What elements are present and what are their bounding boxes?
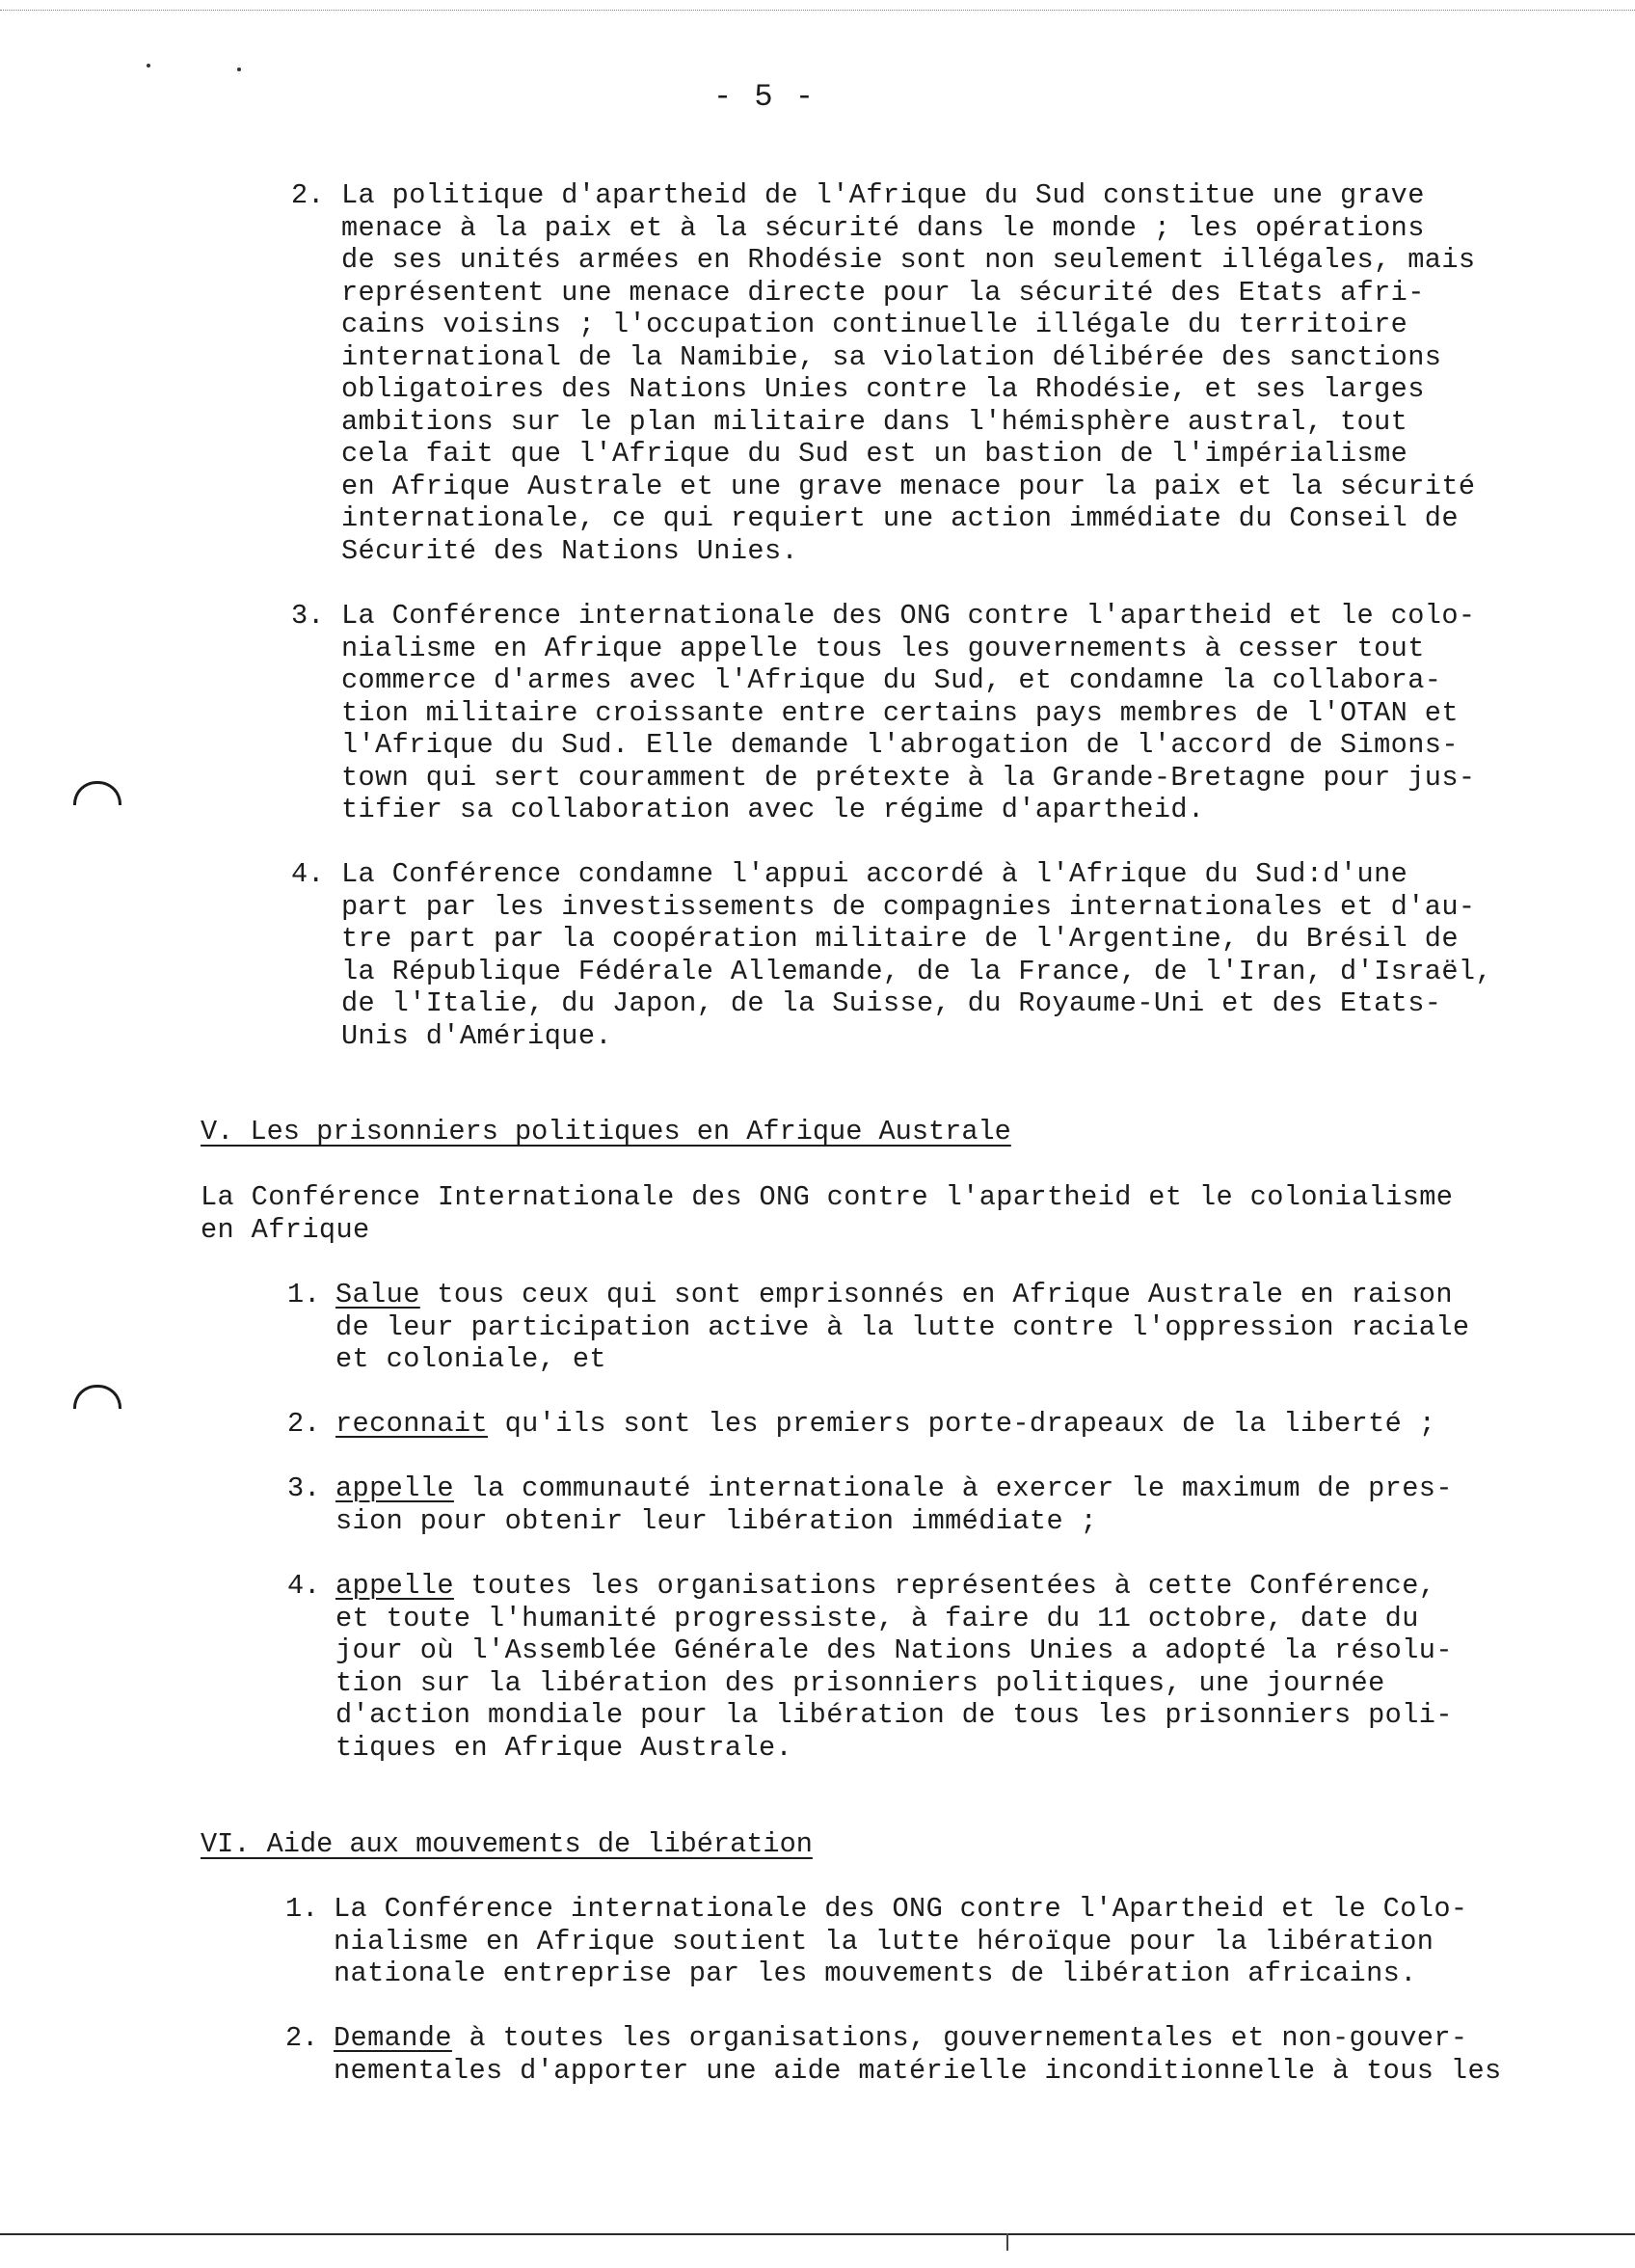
- punch-hole-mark: [73, 781, 121, 805]
- text-line: tion sur la libération des prisonniers politiques, une journée: [335, 1666, 1385, 1699]
- page-number: - 5 -: [713, 79, 817, 115]
- text-line: d'action mondiale pour la libération de tous les prisonniers poli-: [335, 1699, 1453, 1731]
- text-line: part par les investissements de compagnies internationales et d'au-: [341, 890, 1476, 923]
- line-rest: toutes les organisations représentées à cette Conférence,: [453, 1570, 1436, 1602]
- item-number: 2.: [291, 179, 325, 211]
- text-line: de leur participation active à la lutte contre l'oppression raciale: [335, 1310, 1470, 1343]
- section-vi-heading: VI. Aide aux mouvements de libération: [201, 1828, 813, 1860]
- text-line: nationale entreprise par les mouvements de libération africains.: [334, 1958, 1417, 1989]
- item-number: 2.: [285, 2022, 319, 2054]
- item-number: 1.: [285, 1893, 319, 1925]
- fold-mark: [1006, 2233, 1008, 2251]
- text-line: cela fait que l'Afrique du Sud est un bastion de l'impérialisme: [341, 438, 1408, 470]
- keyword-underlined: Demande: [334, 2022, 452, 2054]
- item-number: 4.: [291, 858, 325, 890]
- text-line: et coloniale, et: [335, 1343, 606, 1375]
- text-line: commerce d'armes avec l'Afrique du Sud, et condamne la collabora-: [341, 664, 1442, 696]
- item-number: 4.: [287, 1570, 321, 1602]
- text-line: représentent une menace directe pour la sécurité des Etats afri-: [341, 276, 1425, 309]
- section-v-heading: V. Les prisonniers politiques en Afrique Australe: [201, 1116, 1011, 1148]
- text-line: [334, 2022, 1467, 2055]
- text-line: nementales d'apporter une aide matérielle inconditionnelle à tous les: [334, 2054, 1502, 2087]
- text-line: La politique d'apartheid de l'Afrique du Sud constitue une grave: [341, 179, 1425, 211]
- text-line: [335, 1279, 1453, 1311]
- text-line: Unis d'Amérique.: [341, 1019, 612, 1052]
- text-line: tion militaire croissante entre certains pays membres de l'OTAN et: [341, 696, 1459, 729]
- text-line: et toute l'humanité progressiste, à faire du 11 octobre, date du: [335, 1602, 1419, 1634]
- keyword-underlined: appelle: [335, 1472, 454, 1504]
- scan-speck: [147, 64, 150, 68]
- text-line: de l'Italie, du Japon, de la Suisse, du Royaume-Uni et des Etats-: [341, 987, 1442, 1019]
- text-line: ambitions sur le plan militaire dans l'hémisphère austral, tout: [341, 405, 1408, 438]
- text-line: nialisme en Afrique appelle tous les gouvernements à cesser tout: [341, 632, 1425, 664]
- scan-speck: [237, 68, 241, 71]
- text-line: internationale, ce qui requiert une action immédiate du Conseil de: [341, 502, 1459, 534]
- item-number: 2.: [287, 1408, 321, 1440]
- text-line: [335, 1408, 1435, 1441]
- item-number: 3.: [291, 600, 325, 632]
- text-line: La Conférence Internationale des ONG contre l'apartheid et le colonialisme: [201, 1181, 1454, 1213]
- line-rest: qu'ils sont les premiers porte-drapeaux de la liberté ;: [488, 1408, 1436, 1440]
- text-line: la République Fédérale Allemande, de la France, de l'Iran, d'Israël,: [341, 955, 1493, 987]
- text-line: Sécurité des Nations Unies.: [341, 534, 799, 567]
- text-line: nialisme en Afrique soutient la lutte héroïque pour la libération: [334, 1925, 1434, 1958]
- line-rest: à toutes les organisations, gouvernementales et non-gouver-: [451, 2022, 1468, 2054]
- item-number: 1.: [287, 1279, 321, 1310]
- text-line: en Afrique Australe et une grave menace pour la paix et la sécurité: [341, 470, 1476, 502]
- text-line: La Conférence internationale des ONG contre l'Apartheid et le Colo-: [334, 1893, 1468, 1925]
- text-line: town qui sert couramment de prétexte à la Grande-Bretagne pour jus-: [341, 761, 1476, 794]
- text-line: menace à la paix et à la sécurité dans le monde ; les opérations: [341, 211, 1425, 244]
- text-line: international de la Namibie, sa violation délibérée des sanctions: [341, 340, 1442, 373]
- text-line: en Afrique: [201, 1213, 370, 1246]
- text-line: de ses unités armées en Rhodésie sont non seulement illégales, mais: [341, 244, 1476, 276]
- text-line: [335, 1472, 1453, 1505]
- text-line: l'Afrique du Sud. Elle demande l'abrogation de l'accord de Simons-: [341, 729, 1459, 761]
- line-rest: tous ceux qui sont emprisonnés en Afrique Australe en raison: [419, 1279, 1453, 1310]
- line-rest: la communauté internationale à exercer le maximum de pres-: [453, 1472, 1453, 1504]
- text-line: sion pour obtenir leur libération immédiate ;: [335, 1504, 1098, 1537]
- top-scan-edge: [0, 10, 1635, 11]
- text-line: jour où l'Assemblée Générale des Nations Unies a adopté la résolu-: [335, 1634, 1453, 1666]
- text-line: tifier sa collaboration avec le régime d'apartheid.: [341, 794, 1205, 825]
- text-line: cains voisins ; l'occupation continuelle illégale du territoire: [341, 309, 1408, 340]
- text-line: La Conférence condamne l'appui accordé à l'Afrique du Sud:d'une: [341, 858, 1408, 890]
- text-line: La Conférence internationale des ONG contre l'apartheid et le colo-: [341, 600, 1476, 632]
- text-line: [335, 1570, 1435, 1603]
- punch-hole-mark: [73, 1385, 121, 1409]
- item-number: 3.: [287, 1472, 321, 1504]
- text-line: tre part par la coopération militaire de l'Argentine, du Brésil de: [341, 923, 1459, 955]
- text-line: obligatoires des Nations Unies contre la Rhodésie, et ses larges: [341, 373, 1425, 405]
- keyword-underlined: reconnait: [335, 1408, 489, 1440]
- bottom-scan-edge: [0, 2233, 1635, 2235]
- text-line: tiques en Afrique Australe.: [335, 1731, 793, 1764]
- keyword-underlined: Salue: [335, 1279, 420, 1310]
- keyword-underlined: appelle: [335, 1570, 454, 1602]
